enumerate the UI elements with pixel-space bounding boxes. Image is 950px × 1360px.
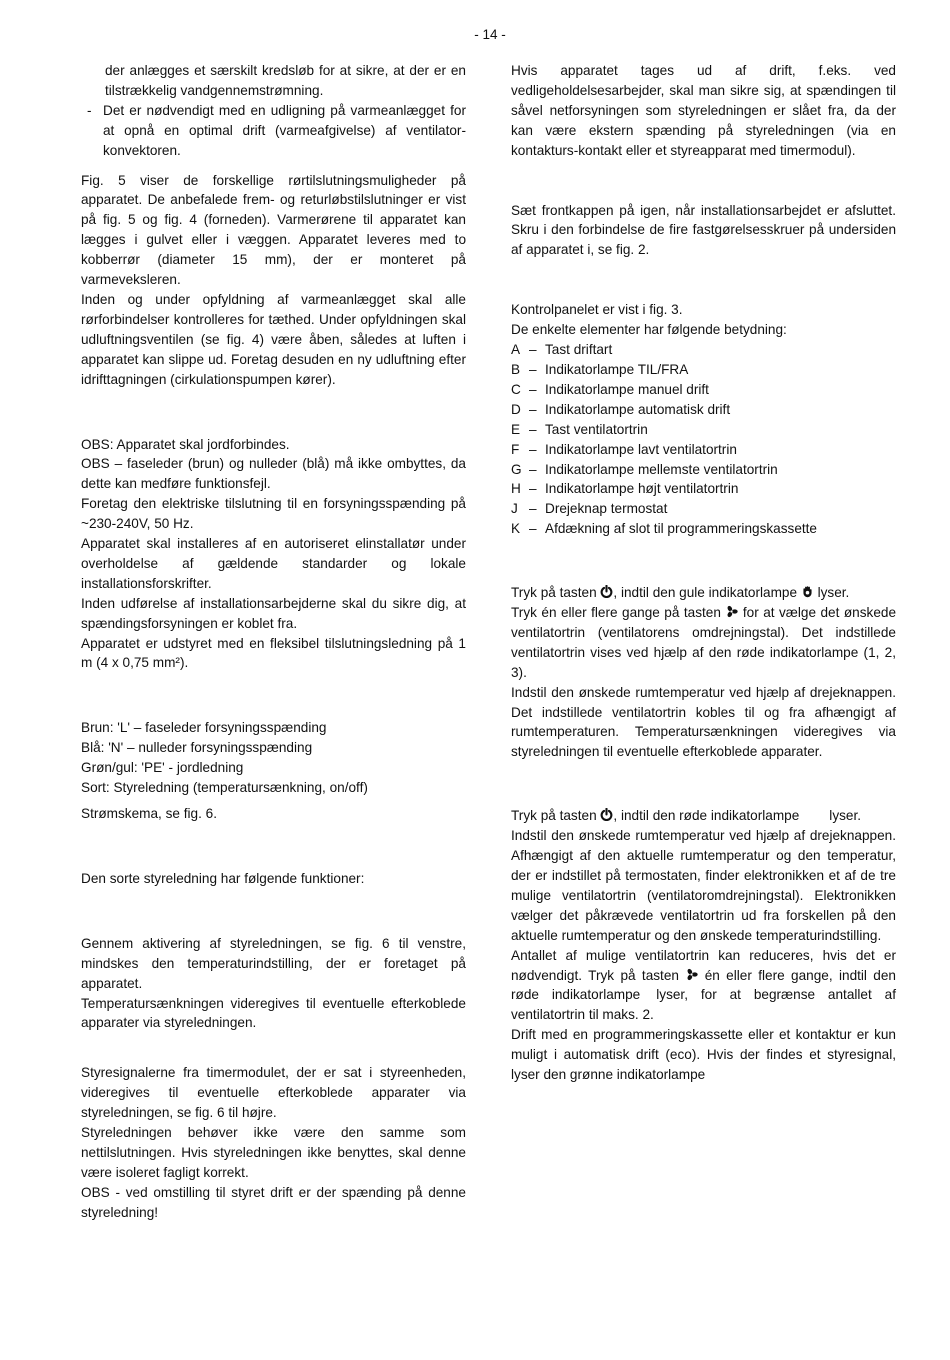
legend-item	[511, 440, 896, 460]
manual-para-3: Indstil den ønskede rumtemperatur ved hjælp af drejeknappen. Det indstillede ventilatortrin kobles til og fra afhængigt af rumtemperaturen. Temperatursænkningen videregives via styreledningen til eventuelle efterkoblede apparater.	[511, 684, 896, 760]
black-wire-intro: Den sorte styreledning har følgende funktioner:	[81, 870, 365, 886]
legend-key: H	[511, 481, 521, 497]
intro-line: der anlægges et særskilt kredsløb for at sikre, at der er en tilstrækkelig vandgennemstrømning.	[105, 63, 466, 98]
auto-para-1: Tryk på tasten , indtil den røde indikatorlampe lyser.	[511, 808, 862, 824]
maintenance-para: Hvis apparatet tages ud af drift, f.eks. ved vedligeholdelsesarbejder, skal man sikre sig, at spændingen til såvel netforsyningen som styreledningen er slået fra, da der kan være ekstern spænding på styreledningen (via en kontakturs-kontakt eller et styreapparat med timermodul).	[511, 63, 896, 158]
front-cover-para: Sæt frontkappen på igen, når installationsarbejdet er afsluttet. Skru i den forbindelse de fire fastgørelsesskruer på undersiden af apparatet i, se fig. 2.	[511, 202, 896, 258]
legend-key: K	[511, 521, 521, 537]
legend-label: Indikatorlampe mellemste ventilatortrin	[545, 461, 778, 477]
legend-item	[511, 499, 896, 519]
legend-dash: –	[529, 342, 537, 358]
elec-line-2: OBS – faseleder (brun) og nulleder (blå) må ikke ombyttes, da dette kan medføre funktionsfejl.	[81, 456, 466, 492]
legend-label: Indikatorlampe højt ventilatortrin	[545, 481, 739, 497]
auto-para-3: Antallet af mulige ventilatortrin kan reduceres, hvis det er nødvendigt. Tryk på tasten én eller flere gange, indtil den røde indikatorlampe lyser, for at begrænse antallet af ventilatortrin til maks. 2.	[511, 947, 896, 1023]
panel-meaning: De enkelte elementer har følgende betydning:	[511, 322, 787, 338]
legend-key: D	[511, 401, 521, 417]
legend-item	[511, 340, 896, 360]
legend-dash: –	[529, 421, 537, 437]
legend-key: J	[511, 501, 518, 517]
legend-item	[511, 360, 896, 380]
legend-label: Tast ventilatortrin	[545, 421, 648, 437]
legend-label: Indikatorlampe TIL/FRA	[545, 361, 689, 377]
wire-black: Sort: Styreledning (temperatursænkning, on/off)	[81, 780, 368, 796]
wire-blue: Blå: 'N' – nulleder forsyningsspænding	[81, 740, 313, 756]
pipe-para-2: Inden og under opfyldning af varmeanlægget skal alle rørforbindelser kontrolleres for tæthed. Under opfyldningen skal udluftningsventilen (se fig. 4) være åben, således at luften i apparatet kan slippe ud. Foretag desuden en ny udluftning efter idrifttagningen (cirkulationspumpen kører).	[81, 291, 466, 387]
activation-para-1: Gennem aktivering af styreledningen, se fig. 6 til venstre, mindskes den temperaturindstilling, der er foretaget på apparatet.	[81, 935, 466, 991]
legend-item	[511, 420, 896, 440]
legend-item	[511, 519, 896, 539]
pipe-para-1: Fig. 5 viser de forskellige rørtilslutningsmuligheder på apparatet. De anbefalede frem- og returløbstilslutninger er vist på fig. 5 og fig. 4 (forneden). Varmerørene til apparatet kan lægges i gulvet eller i væggen. Apparatet leveres med to kobberrør (diameter 15 mm), der er monteret på varmeveksleren.	[81, 172, 466, 288]
power-icon	[600, 808, 613, 821]
elec-line-6: Apparatet er udstyret med en fleksibel tilslutningsledning på 1 m (4 x 0,75 mm²).	[81, 635, 466, 671]
elec-line-3: Foretag den elektriske tilslutning til en forsyningsspænding på ~230-240V, 50 Hz.	[81, 496, 466, 532]
auto-para-2: Indstil den ønskede rumtemperatur ved hjælp af drejeknappen. Afhængigt af den aktuelle rumtemperatur og den temperatur, der er indstillet på termostaten, finder elektronikken et af de tre mulige ventilatortrin (ventilatoromdrejningstal). Elektronikken vælger det påkrævede ventilatortrin ud fra forskellen på den aktuelle rumtemperatur og den ønskede temperaturindstilling.	[511, 828, 896, 943]
legend-label: Indikatorlampe automatisk drift	[545, 401, 731, 417]
signals-para-3: OBS - ved omstilling til styret drift er der spænding på denne styreledning!	[81, 1184, 466, 1220]
legend-key: E	[511, 421, 521, 437]
bullet-item: - Det er nødvendigt med en udligning på varmeanlægget for at opnå en optimal drift (varmeafgivelse) af ventilator-konvektoren.	[87, 102, 466, 158]
wiring-ref: Strømskema, se fig. 6.	[81, 806, 217, 821]
left-column	[81, 61, 466, 1223]
auto-para-4: Drift med en programmeringskassette eller et kontaktur er kun muligt i automatisk drift (eco). Hvis der findes et styresignal, lyser den grønne indikatorlampe	[511, 1027, 896, 1083]
legend-list	[511, 340, 896, 539]
legend-label: Indikatorlampe lavt ventilatortrin	[545, 441, 737, 457]
legend-label: Afdækning af slot til programmeringskassette	[545, 521, 817, 537]
legend-dash: –	[529, 401, 537, 417]
right-column	[511, 61, 896, 1085]
legend-dash: –	[529, 361, 537, 377]
legend-dash: –	[529, 381, 537, 397]
wire-green-yellow: Grøn/gul: 'PE' - jordledning	[81, 760, 244, 776]
elec-line-4: Apparatet skal installeres af en autoriseret elinstallatør under overholdelse af gældende standarder og lokale installationsforskrifter.	[81, 536, 466, 591]
legend-item	[511, 460, 896, 480]
manual-para-1: Tryk på tasten , indtil den gule indikatorlampe lyser.	[511, 585, 850, 601]
legend-item	[511, 380, 896, 400]
legend-key: G	[511, 461, 522, 477]
legend-label: Tast driftart	[545, 342, 613, 358]
legend-dash: –	[529, 501, 537, 517]
legend-dash: –	[529, 461, 537, 477]
panel-intro: Kontrolpanelet er vist i fig. 3.	[511, 302, 683, 318]
legend-key: A	[511, 342, 521, 358]
fan-icon	[725, 605, 738, 618]
legend-dash: –	[529, 441, 537, 457]
legend-label: Drejeknap termostat	[545, 501, 668, 517]
legend-label: Indikatorlampe manuel drift	[545, 381, 709, 397]
legend-item	[511, 479, 896, 499]
legend-key: B	[511, 361, 521, 377]
hand-icon	[801, 585, 814, 598]
legend-key: F	[511, 441, 520, 457]
wire-brown: Brun: 'L' – faseleder forsyningsspænding	[81, 720, 327, 736]
elec-line-1: OBS: Apparatet skal jordforbindes.	[81, 436, 290, 452]
legend-key: C	[511, 381, 521, 397]
fan-icon	[685, 968, 698, 981]
page-number: - 14 -	[474, 27, 506, 42]
legend-dash: –	[529, 521, 537, 537]
legend-dash: –	[529, 481, 537, 497]
activation-para-2: Temperatursænkningen videregives til eventuelle efterkoblede apparater via styreledningen.	[81, 995, 466, 1031]
power-icon	[600, 585, 613, 598]
legend-item	[511, 400, 896, 420]
signals-para-1: Styresignalerne fra timermodulet, der er sat i styreenheden, videregives til eventuelle efterkoblede apparater via styreledningen, se fig. 6 til højre.	[81, 1065, 466, 1121]
signals-para-2: Styreledningen behøver ikke være den samme som nettilslutningen. Hvis styreledningen ikke benyttes, skal denne være isoleret fagligt korrekt.	[81, 1125, 466, 1180]
manual-para-2: Tryk én eller flere gange på tasten for at vælge det ønskede ventilatortrin (ventilatorens omdrejningstal). Det indstillede ventilatortrin vises ved hjælp af den røde indikatorlampe (1, 2, 3).	[511, 605, 897, 680]
elec-line-5: Inden udførelse af installationsarbejderne skal du sikre dig, at spændingsforsyningen er koblet fra.	[81, 595, 466, 631]
